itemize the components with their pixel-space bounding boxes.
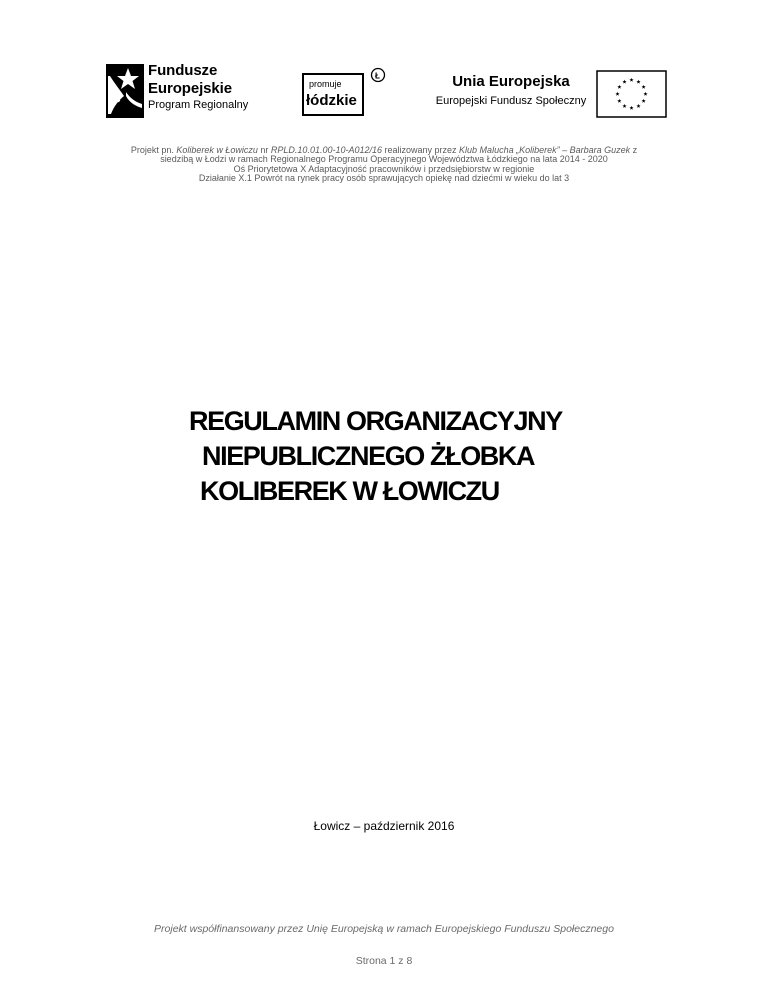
fundusze-europejskie-emblem-icon <box>102 62 146 120</box>
fe-logo-line2: Europejskie <box>148 80 232 97</box>
project-description <box>0 146 768 184</box>
promuje-lodzkie-logo <box>300 67 390 119</box>
eu-flag-icon <box>596 70 667 118</box>
project-line-4: Działanie X.1 Powrót na rynek pracy osób sprawujących opiekę nad dziećmi w wieku do lat 3 <box>198 173 570 184</box>
place-and-date: Łowicz – październik 2016 <box>313 819 455 833</box>
unia-europejska-logo-text <box>430 74 592 107</box>
lodzkie-mark-text: Ł <box>375 71 380 81</box>
fe-logo-line3: Program Regionalny <box>148 99 249 111</box>
title-line-2: NIEPUBLICZNEGO ŻŁOBKA <box>202 441 535 471</box>
title-line-3: KOLIBEREK W ŁOWICZU <box>200 476 499 506</box>
cofinancing-note: Projekt współfinansowany przez Unię Europejską w ramach Europejskiego Funduszu Społecznego <box>154 923 614 935</box>
ue-logo-line1: Unia Europejska <box>452 73 570 90</box>
fe-logo-line1: Fundusze <box>148 62 218 79</box>
project-line-1: Projekt pn. Koliberek w Łowiczu nr RPLD.10.01.00-10-A012/16 realizowany przez Klub Malucha „Koliberek” – Barbara Guzek z <box>130 145 638 155</box>
project-line-3: Oś Priorytetowa X Adaptacyjność pracowników i przedsiębiorstw w regionie <box>233 163 535 174</box>
lodzkie-main-text: łódzkie <box>306 92 357 109</box>
lodzkie-top-text: promuje <box>309 79 342 89</box>
page-number: Strona 1 z 8 <box>355 955 413 967</box>
title-line-1: REGULAMIN ORGANIZACYJNY <box>189 406 562 436</box>
ue-logo-line2: Europejski Fundusz Społeczny <box>435 95 587 107</box>
project-line-2: siedzibą w Łodzi w ramach Regionalnego Programu Operacyjnego Województwa Łódzkiego na lata 2014 - 2020 <box>160 154 608 165</box>
fundusze-europejskie-logo <box>102 62 267 124</box>
